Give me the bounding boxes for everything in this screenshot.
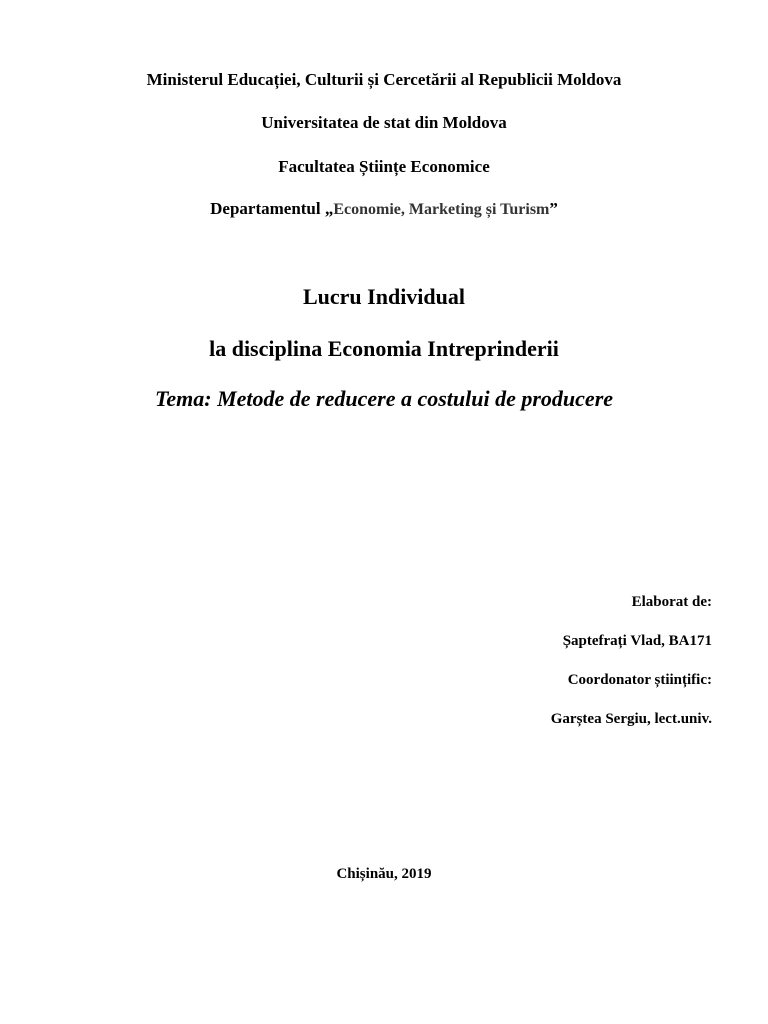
coordinator-name: Garștea Sergiu, lect.univ. bbox=[550, 711, 712, 727]
author-name: Șaptefrați Vlad, BA171 bbox=[562, 633, 712, 649]
university-heading: Universitatea de stat din Moldova bbox=[261, 113, 507, 132]
theme-title: Tema: Metode de reducere a costului de producere bbox=[154, 386, 614, 411]
place-year: Chișinău, 2019 bbox=[336, 866, 432, 882]
department-name: Economie, Marketing și Turism bbox=[333, 201, 550, 218]
faculty-heading bbox=[0, 157, 768, 177]
department-suffix: ” bbox=[549, 199, 558, 218]
department-heading bbox=[0, 199, 768, 219]
faculty-text: Facultatea Științe Economice bbox=[278, 157, 490, 176]
department-prefix: Departamentul „ bbox=[210, 199, 334, 218]
ministry-heading: Ministerul Educației, Culturii și Cercetării al Republicii Moldova bbox=[146, 70, 622, 89]
elaborated-label: Elaborat de: bbox=[631, 594, 712, 610]
discipline-title: la disciplina Economia Intreprinderii bbox=[209, 336, 559, 361]
work-type-title: Lucru Individual bbox=[302, 284, 465, 309]
coordinator-label: Coordonator științific: bbox=[567, 672, 712, 688]
